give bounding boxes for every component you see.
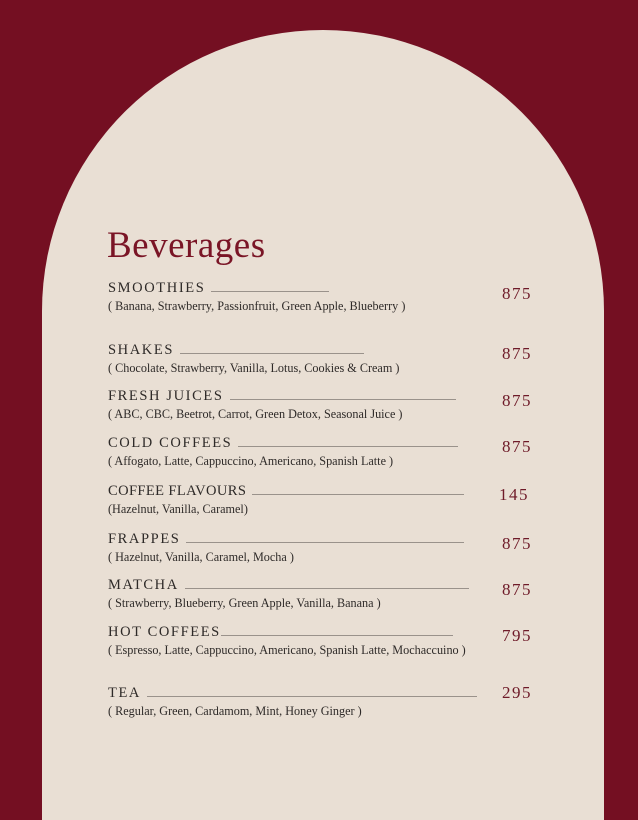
item-name: TEA xyxy=(108,685,141,701)
item-price: 795 xyxy=(502,626,532,645)
item-description: ( Chocolate, Strawberry, Vanilla, Lotus, Cookies & Cream ) xyxy=(108,361,400,375)
item-price: 875 xyxy=(502,284,532,303)
item-name: HOT COFFEES xyxy=(108,624,221,640)
item-description: (Hazelnut, Vanilla, Caramel) xyxy=(108,502,248,516)
item-divider xyxy=(252,494,464,495)
item-divider xyxy=(230,399,456,400)
menu-item-tea xyxy=(108,684,548,719)
item-price: 875 xyxy=(502,391,532,410)
item-price: 295 xyxy=(502,683,532,702)
item-price: 875 xyxy=(502,344,532,363)
item-price: 875 xyxy=(502,437,532,456)
menu-title: Beverages xyxy=(107,225,266,266)
item-description: ( Banana, Strawberry, Passionfruit, Green Apple, Blueberry ) xyxy=(108,299,406,313)
item-name: MATCHA xyxy=(108,577,179,593)
item-name: FRESH JUICES xyxy=(108,388,224,404)
item-divider xyxy=(186,542,464,543)
menu-item-shakes xyxy=(108,341,548,376)
item-description: ( Strawberry, Blueberry, Green Apple, Vanilla, Banana ) xyxy=(108,596,381,610)
item-description: ( Espresso, Latte, Cappuccino, Americano, Spanish Latte, Mochaccuino ) xyxy=(108,643,466,657)
item-name: COLD COFFEES xyxy=(108,435,233,451)
item-divider xyxy=(238,446,458,447)
item-name: SHAKES xyxy=(108,342,174,358)
item-name: SMOOTHIES xyxy=(108,280,206,296)
item-divider xyxy=(221,635,453,636)
item-price: 875 xyxy=(502,580,532,599)
item-divider xyxy=(147,696,477,697)
menu-item-fresh-juices xyxy=(108,387,548,422)
item-price: 145 xyxy=(499,485,529,504)
menu-item-matcha xyxy=(108,576,548,611)
menu-item-cold-coffees xyxy=(108,434,548,469)
item-description: ( Regular, Green, Cardamom, Mint, Honey Ginger ) xyxy=(108,704,362,718)
menu-item-smoothies xyxy=(108,279,548,314)
menu-item-hot-coffees xyxy=(108,623,548,658)
item-divider xyxy=(211,291,329,292)
item-divider xyxy=(180,353,364,354)
menu-item-coffee-flavours xyxy=(108,482,548,517)
item-divider xyxy=(185,588,469,589)
item-description: ( Hazelnut, Vanilla, Caramel, Mocha ) xyxy=(108,550,294,564)
item-name: COFFEE FLAVOURS xyxy=(108,483,247,499)
item-description: ( ABC, CBC, Beetrot, Carrot, Green Detox, Seasonal Juice ) xyxy=(108,407,403,421)
item-description: ( Affogato, Latte, Cappuccino, Americano, Spanish Latte ) xyxy=(108,454,394,468)
item-price: 875 xyxy=(502,534,532,553)
item-name: FRAPPES xyxy=(108,531,181,547)
menu-item-frappes xyxy=(108,530,548,565)
